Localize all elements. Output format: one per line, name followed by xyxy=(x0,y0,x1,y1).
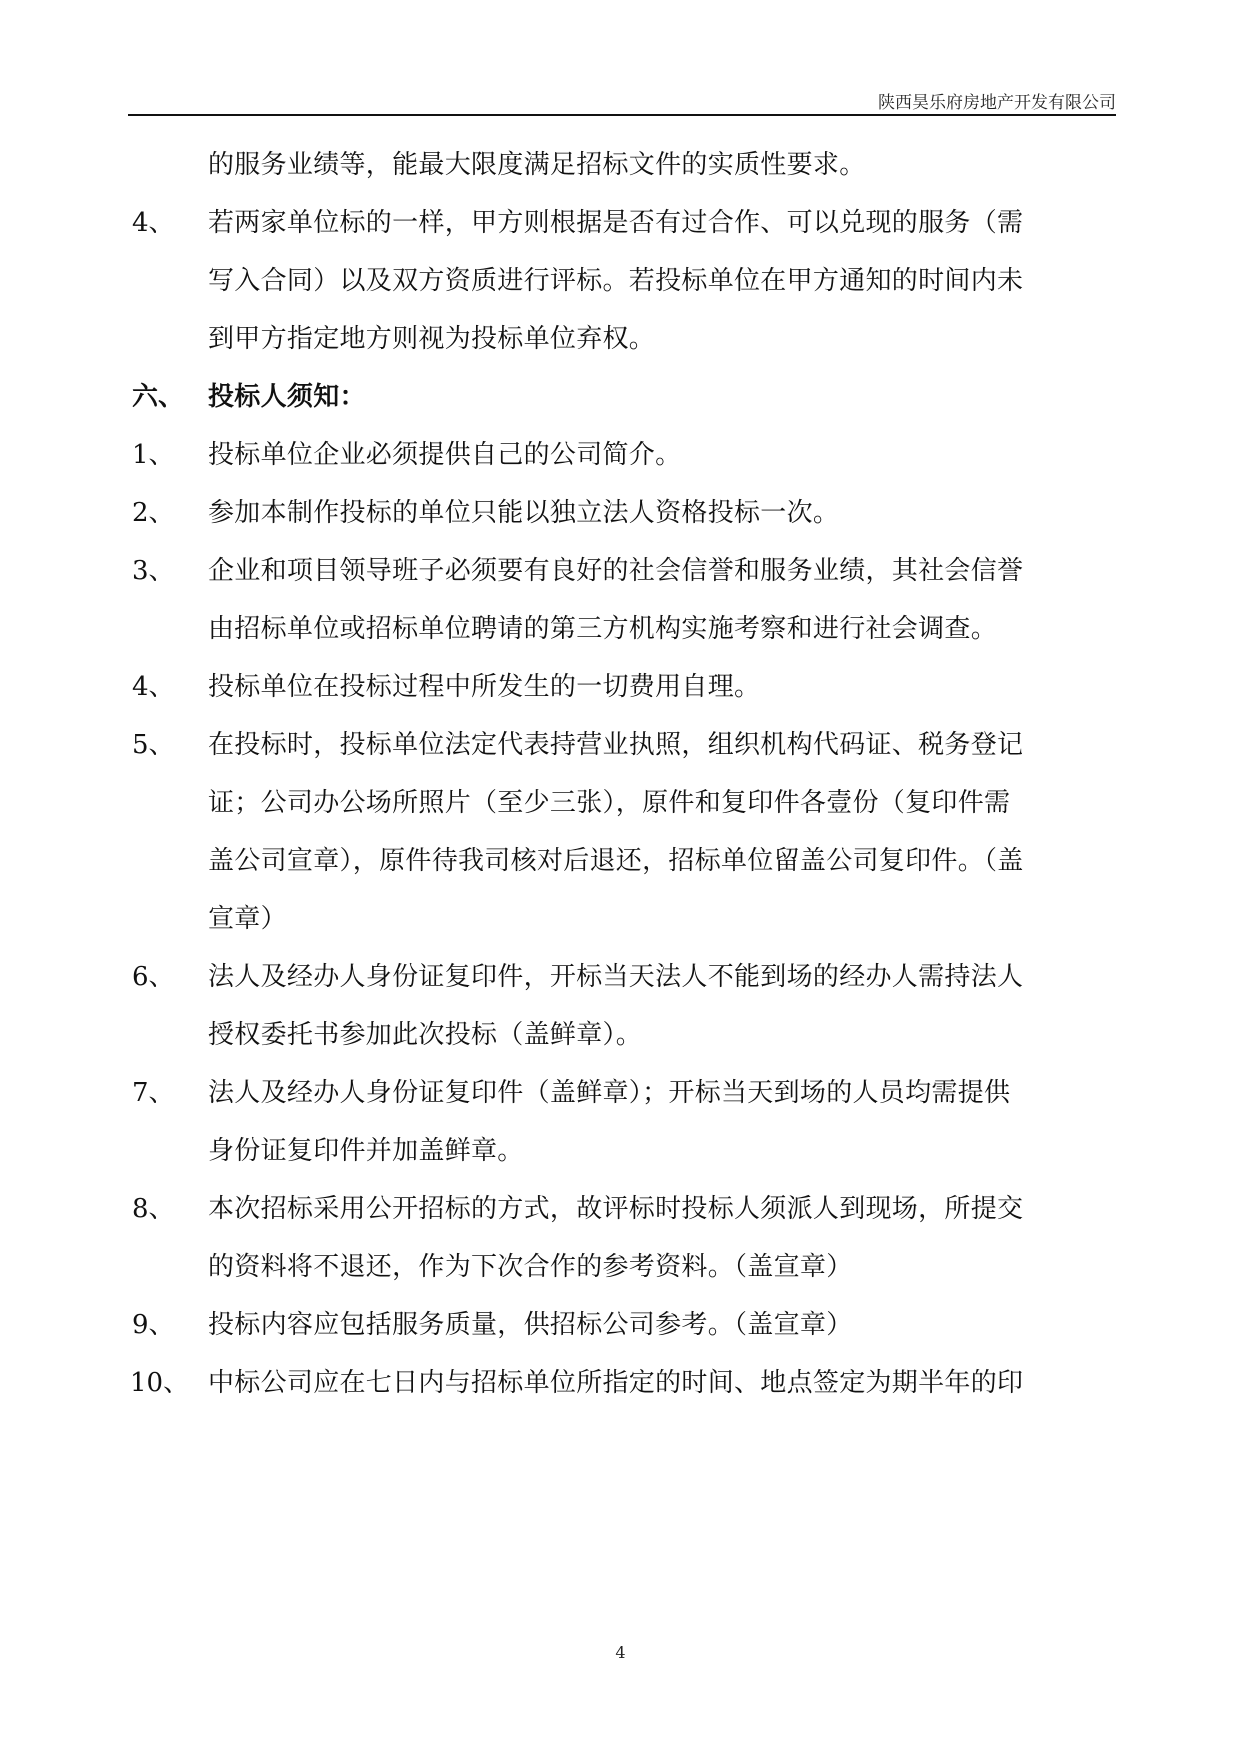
list-item-line: 盖公司宣章），原件待我司核对后退还，招标单位留盖公司复印件。（盖 xyxy=(208,846,1024,876)
list-item-line: 投标内容应包括服务质量，供招标公司参考。（盖宣章） xyxy=(208,1310,853,1340)
list-item-line: 身份证复印件并加盖鲜章。 xyxy=(208,1136,524,1166)
list-item-line: 投标单位在投标过程中所发生的一切费用自理。 xyxy=(208,672,761,702)
page-number: 4 xyxy=(615,1643,626,1662)
list-item-line: 由招标单位或招标单位聘请的第三方机构实施考察和进行社会调查。 xyxy=(208,614,998,644)
list-item-line: 写入合同）以及双方资质进行评标。若投标单位在甲方通知的时间内未 xyxy=(208,266,1024,296)
list-item-line: 法人及经办人身份证复印件（盖鲜章）；开标当天到场的人员均需提供 xyxy=(208,1078,1011,1108)
continuation-line: 的服务业绩等，能最大限度满足招标文件的实质性要求。 xyxy=(208,150,866,180)
section-number: 六、 xyxy=(132,382,185,412)
list-item-line: 若两家单位标的一样，甲方则根据是否有过合作、可以兑现的服务（需 xyxy=(208,208,1024,238)
list-item-line: 法人及经办人身份证复印件，开标当天法人不能到场的经办人需持法人 xyxy=(208,962,1024,992)
list-item-line: 中标公司应在七日内与招标单位所指定的时间、地点签定为期半年的印 xyxy=(208,1368,1024,1398)
list-item-number: 4、 xyxy=(132,672,175,702)
list-item-number: 10、 xyxy=(130,1368,190,1398)
list-item-line: 参加本制作投标的单位只能以独立法人资格投标一次。 xyxy=(208,498,840,528)
list-item-line: 企业和项目领导班子必须要有良好的社会信誉和服务业绩，其社会信誉 xyxy=(208,556,1024,586)
list-item-number: 4、 xyxy=(132,208,175,238)
list-item-number: 2、 xyxy=(132,498,175,528)
list-item-number: 3、 xyxy=(132,556,175,586)
list-item-number: 6、 xyxy=(132,962,175,992)
list-item-line: 投标单位企业必须提供自己的公司简介。 xyxy=(208,440,682,470)
list-item-number: 1、 xyxy=(132,440,175,470)
list-item-line: 证；公司办公场所照片（至少三张），原件和复印件各壹份（复印件需 xyxy=(208,788,1011,818)
list-item-line: 宣章） xyxy=(208,904,287,934)
list-item-line: 本次招标采用公开招标的方式，故评标时投标人须派人到现场，所提交 xyxy=(208,1194,1024,1224)
list-item-number: 7、 xyxy=(132,1078,175,1108)
list-item-line: 在投标时，投标单位法定代表持营业执照，组织机构代码证、税务登记 xyxy=(208,730,1024,760)
list-item-number: 9、 xyxy=(132,1310,175,1340)
section-title: 投标人须知： xyxy=(208,382,366,412)
header-company-name: 陕西昊乐府房地产开发有限公司 xyxy=(878,93,1116,113)
list-item-number: 8、 xyxy=(132,1194,175,1224)
list-item-line: 授权委托书参加此次投标（盖鲜章）。 xyxy=(208,1020,643,1050)
list-item-line: 到甲方指定地方则视为投标单位弃权。 xyxy=(208,324,656,354)
list-item-line: 的资料将不退还，作为下次合作的参考资料。（盖宣章） xyxy=(208,1252,853,1282)
list-item-number: 5、 xyxy=(132,730,175,760)
header-divider xyxy=(128,114,1116,116)
